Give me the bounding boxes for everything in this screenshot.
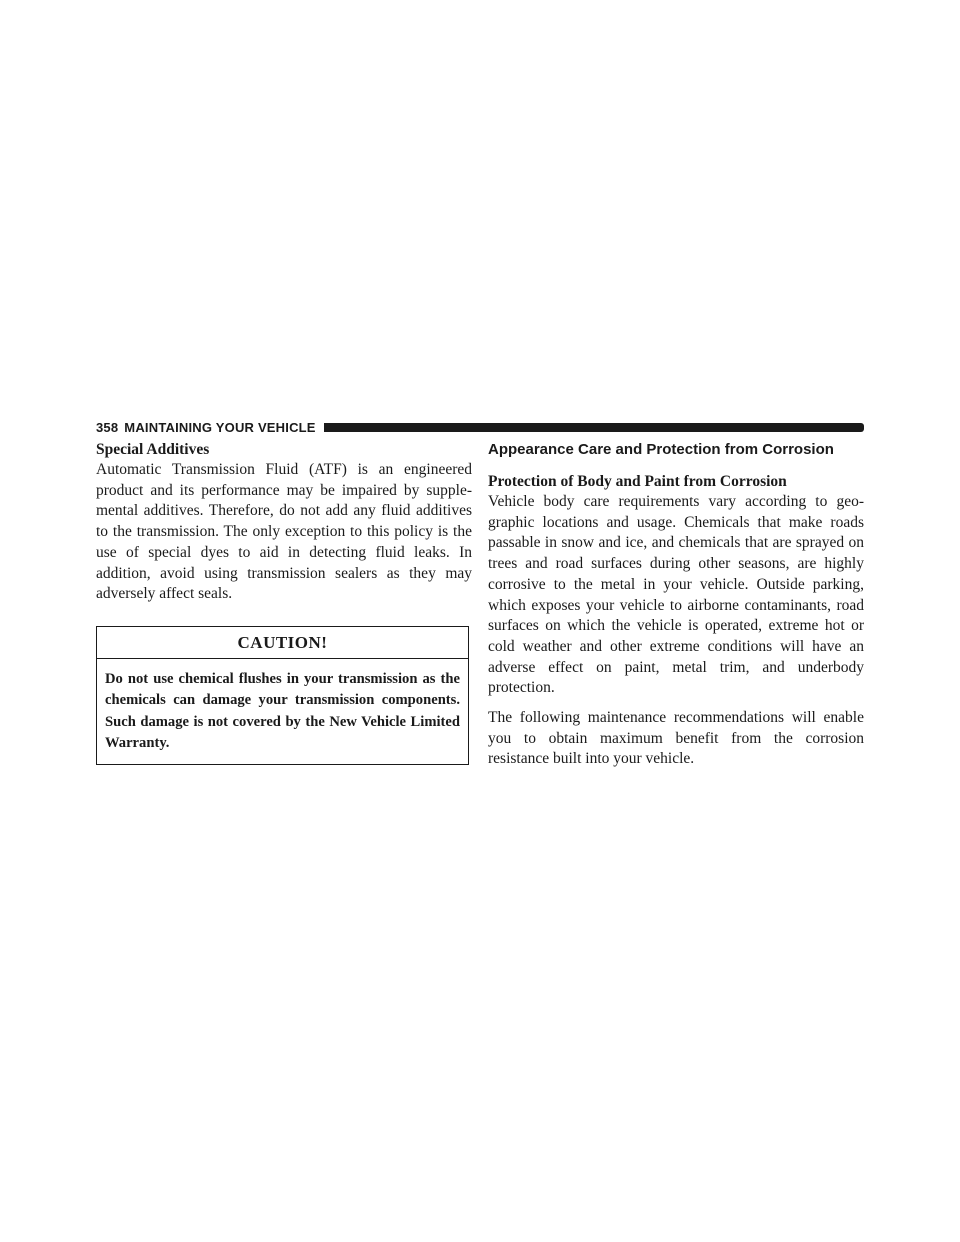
body-care-paragraph: Vehicle body care requirements vary according to geographic locations and usage. Chemicals that make roads passable in snow and ice, and chemicals that are sprayed on trees and road surfaces during other seasons, are highly corrosive to the metal in your vehicle. Outside parking, which exposes your vehicle to airborne contaminants, road surfaces on which the vehicle is operated, extreme hot or cold weather and other extreme conditions will have an adverse effect on paint, metal trim, and underbody protection. [488, 493, 864, 697]
special-additives-heading: Special Additives [96, 441, 210, 458]
maintenance-recommendations-paragraph: The following maintenance recommendations will enable you to obtain maximum benefit from the corrosion resistance built into your vehicle. [488, 709, 864, 768]
caution-title: CAUTION! [97, 627, 468, 659]
caution-text: Do not use chemical flushes in your transmission as the chemicals can damage your transmission components. Such damage is not covered by the New Vehicle Limited Warranty. [105, 670, 460, 751]
right-column [488, 440, 864, 770]
special-additives-paragraph: Automatic Transmission Fluid (ATF) is an engineered product and its performance may be impaired by supplemental additives. Therefore, do not add any fluid additives to the transmission. The only exception to this policy is the use of special dyes to aid in detecting fluid leaks. In addition, avoid using transmission sealers as they may adversely affect seals. [96, 461, 472, 603]
left-column [96, 440, 472, 765]
body-paint-protection-subheading: Protection of Body and Paint from Corrosion [488, 473, 787, 490]
appearance-care-heading: Appearance Care and Protection from Corrosion [488, 441, 834, 458]
caution-box [96, 626, 469, 765]
header-rule [324, 423, 864, 432]
page-header [96, 418, 864, 436]
section-title: MAINTAINING YOUR VEHICLE [124, 419, 316, 435]
page-number: 358 [96, 419, 119, 435]
